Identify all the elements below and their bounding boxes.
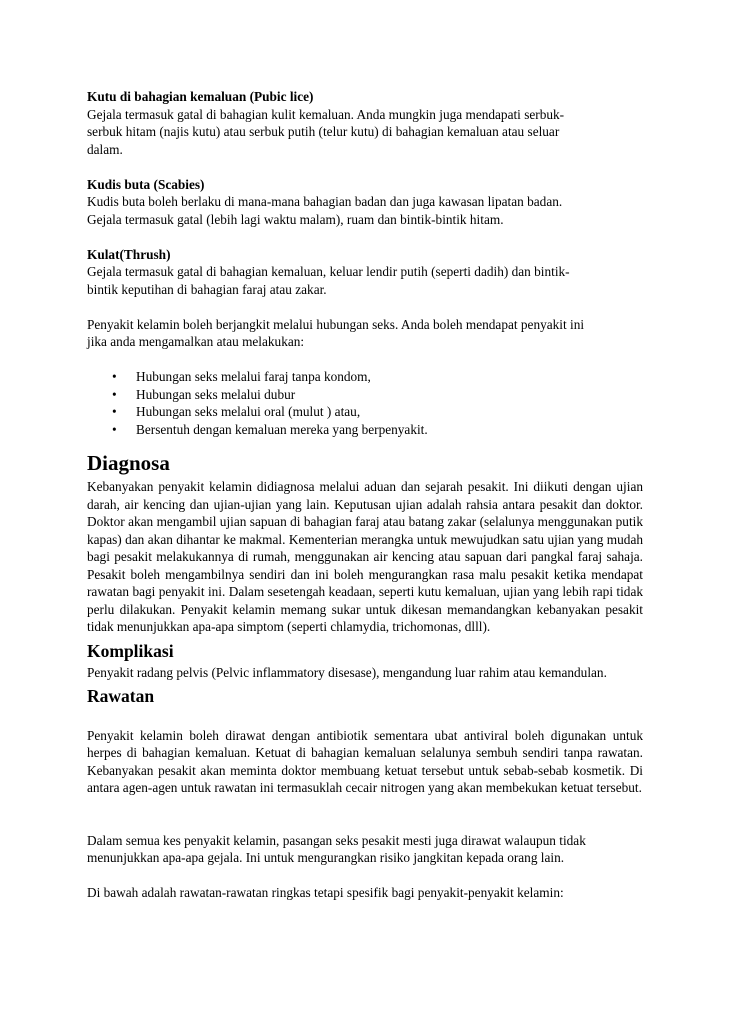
rawatan-paragraph-3: Di bawah adalah rawatan-rawatan ringkas tetapi spesifik bagi penyakit-penyakit kelamin: — [87, 885, 564, 900]
list-item: • Hubungan seks melalui dubur — [112, 386, 296, 402]
kudis-line-1: Kudis buta boleh berlaku di mana-mana bahagian badan dan juga kawasan lipatan badan. — [87, 194, 563, 209]
rawatan-paragraph-2 — [87, 832, 643, 867]
kulat-title: Kulat(Thrush) — [87, 246, 171, 262]
rawatan-p2-line-1: Dalam semua kes penyakit kelamin, pasangan seks pesakit mesti juga dirawat walaupun tidak — [87, 832, 586, 848]
kutu-line-2: serbuk hitam (najis kutu) atau serbuk putih (telur kutu) di bahagian kemaluan atau seluar — [87, 124, 560, 139]
komplikasi-heading: Komplikasi — [87, 640, 174, 661]
diagnosa-heading: Diagnosa — [87, 451, 170, 475]
kudis-line-2: Gejala termasuk gatal (lebih lagi waktu malam), ruam dan bintik-bintik hitam. — [87, 211, 504, 227]
rawatan-heading: Rawatan — [87, 686, 155, 706]
kutu-paragraph — [87, 88, 643, 158]
list-item: • Hubungan seks melalui oral (mulut ) atau, — [112, 404, 361, 419]
kutu-line-3: dalam. — [87, 141, 123, 157]
intro-line-1: Penyakit kelamin boleh berjangkit melalui hubungan seks. Anda boleh mendapat penyakit ini — [87, 316, 585, 332]
transmission-intro — [87, 316, 643, 351]
kudis-title: Kudis buta (Scabies) — [87, 176, 205, 192]
kutu-line-1: Gejala termasuk gatal di bahagian kulit kemaluan. Anda mungkin juga mendapati serbuk- — [87, 106, 565, 122]
transmission-list — [87, 368, 643, 438]
kulat-paragraph — [87, 246, 643, 299]
list-item: • Bersentuh dengan kemaluan mereka yang berpenyakit. — [112, 421, 428, 437]
document-page — [87, 88, 643, 902]
komplikasi-text: Penyakit radang pelvis (Pelvic inflammatory disesase), mengandung luar rahim atau kemandulan. — [87, 664, 607, 680]
kudis-paragraph — [87, 176, 643, 229]
rawatan-p2-line-2: menunjukkan apa-apa gejala. Ini untuk mengurangkan risiko jangkitan kepada orang lain. — [87, 850, 565, 865]
kutu-title: Kutu di bahagian kemaluan (Pubic lice) — [87, 89, 314, 104]
kulat-line-2: bintik keputihan di bahagian faraj atau zakar. — [87, 281, 327, 297]
diagnosa-text: Kebanyakan penyakit kelamin didiagnosa melalui aduan dan sejarah pesakit. Ini diikuti dengan ujian darah, air kencing dan ujian-ujian yang lain. Keputusan ujian adalah rahsia antara pesakit dan doktor. Doktor akan mengambil ujian sapuan di bahagian faraj atau batang zakar (selalunya menggunakan putik kapas) dan akan dihantar ke makmal. Kementerian merangka untuk mewujudkan satu ujian yang mudah bagi pesakit melakukannya di rumah, menggunakan air kencing atau sapuan dari pangkal faraj sahaja. Pesakit boleh mengambilnya sendiri dan ini boleh mengurangkan rasa malu pesakit ketika mendapat rawatan bagi penyakit ini. Dalam sesetengah keadaan, seperti kutu kemaluan, ujian yang lebih rapi tidak perlu dilakukan. Penyakit kelamin memang sukar untuk dikesan memandangkan kebanyakan pesakit tidak menunjukkan apa-apa simptom (seperti chlamydia, trichomonas, dlll). — [87, 479, 643, 634]
kulat-line-1: Gejala termasuk gatal di bahagian kemaluan, keluar lendir putih (seperti dadih) dan bintik- — [87, 264, 570, 279]
intro-line-2: jika anda mengamalkan atau melakukan: — [87, 334, 305, 349]
list-item: • Hubungan seks melalui faraj tanpa kondom, — [112, 369, 371, 384]
rawatan-text: Penyakit kelamin boleh dirawat dengan antibiotik sementara ubat antiviral boleh digunakan untuk herpes di bahagian kemaluan. Ketuat di bahagian kemaluan selalunya sembuh sendiri tanpa rawatan. Kebanyakan pesakit akan meminta doktor membuang ketuat tersebut untuk sebab-sebab kosmetik. Di antara agen-agen untuk rawatan ini termasuklah cecair nitrogen yang akan membekukan ketuat tersebut. — [87, 727, 643, 795]
